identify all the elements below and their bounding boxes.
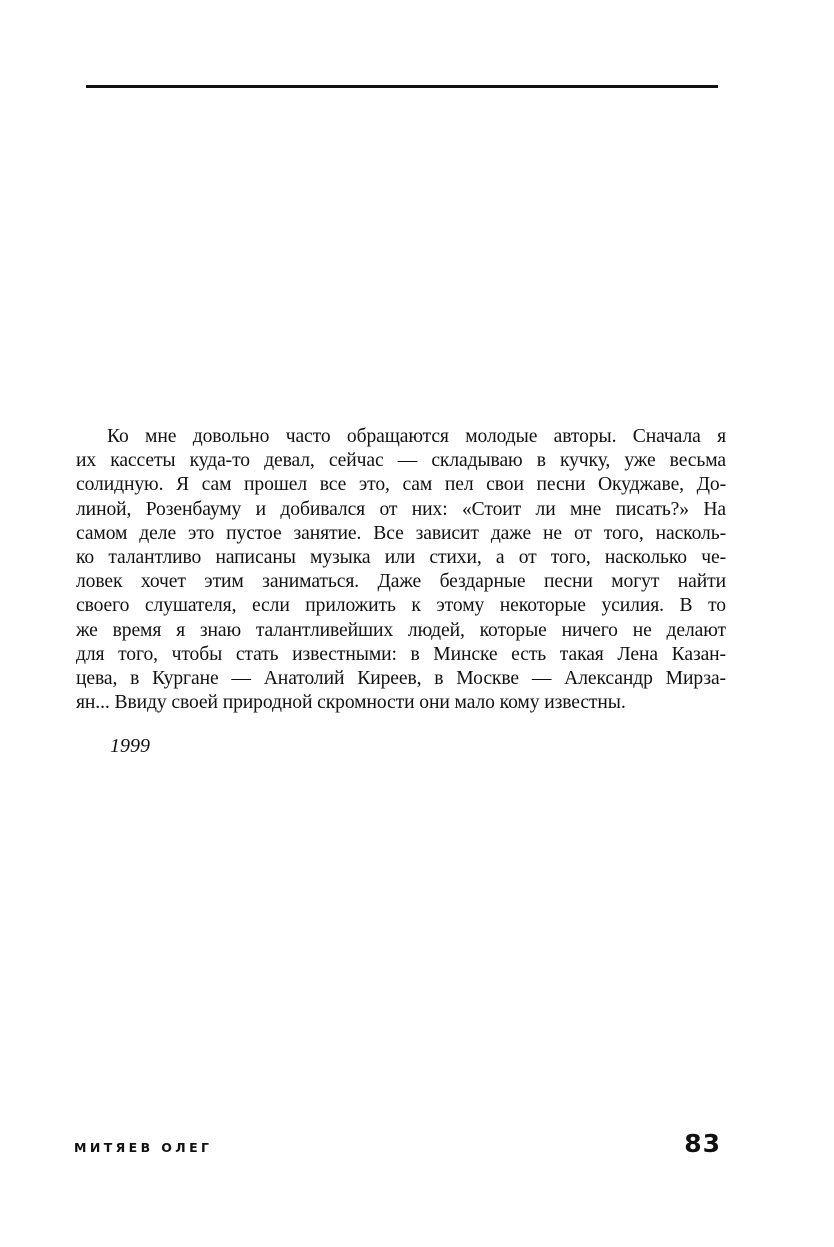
paragraph-line: своего слушателя, если приложить к этому некоторые усилия. В то <box>76 595 726 617</box>
paragraph-line: же время я знаю талантливейших людей, которые ничего не делают <box>76 619 726 641</box>
paragraph-line: ко талантливо написаны музыка или стихи, а от того, насколько че- <box>76 547 726 569</box>
body-paragraph <box>76 425 726 715</box>
page-number: 83 <box>684 1129 721 1158</box>
paragraph-line: для того, чтобы стать известными: в Минске есть такая Лена Казан- <box>76 643 726 665</box>
footer-author: МИТЯЕВ ОЛЕГ <box>74 1140 213 1155</box>
paragraph-line: линой, Розенбауму и добивался от них: «Стоит ли мне писать?» На <box>76 498 726 520</box>
paragraph-line: их кассеты куда-то девал, сейчас — складываю в кучку, уже весьма <box>76 450 726 472</box>
date-year: 1999 <box>110 735 150 757</box>
paragraph-line: ян... Ввиду своей природной скромности они мало кому известны. <box>76 692 626 714</box>
paragraph-line: солидную. Я сам прошел все это, сам пел свои песни Окуджаве, До- <box>76 474 726 496</box>
paragraph-line: ловек хочет этим заниматься. Даже бездарные песни могут найти <box>76 571 726 593</box>
top-rule <box>86 85 718 88</box>
paragraph-line: цева, в Кургане — Анатолий Киреев, в Москве — Александр Мирза- <box>76 668 726 690</box>
paragraph-line: Ко мне довольно часто обращаются молодые авторы. Сначала я <box>107 426 726 447</box>
paragraph-line: самом деле это пустое занятие. Все зависит даже не от того, насколь- <box>76 522 726 544</box>
